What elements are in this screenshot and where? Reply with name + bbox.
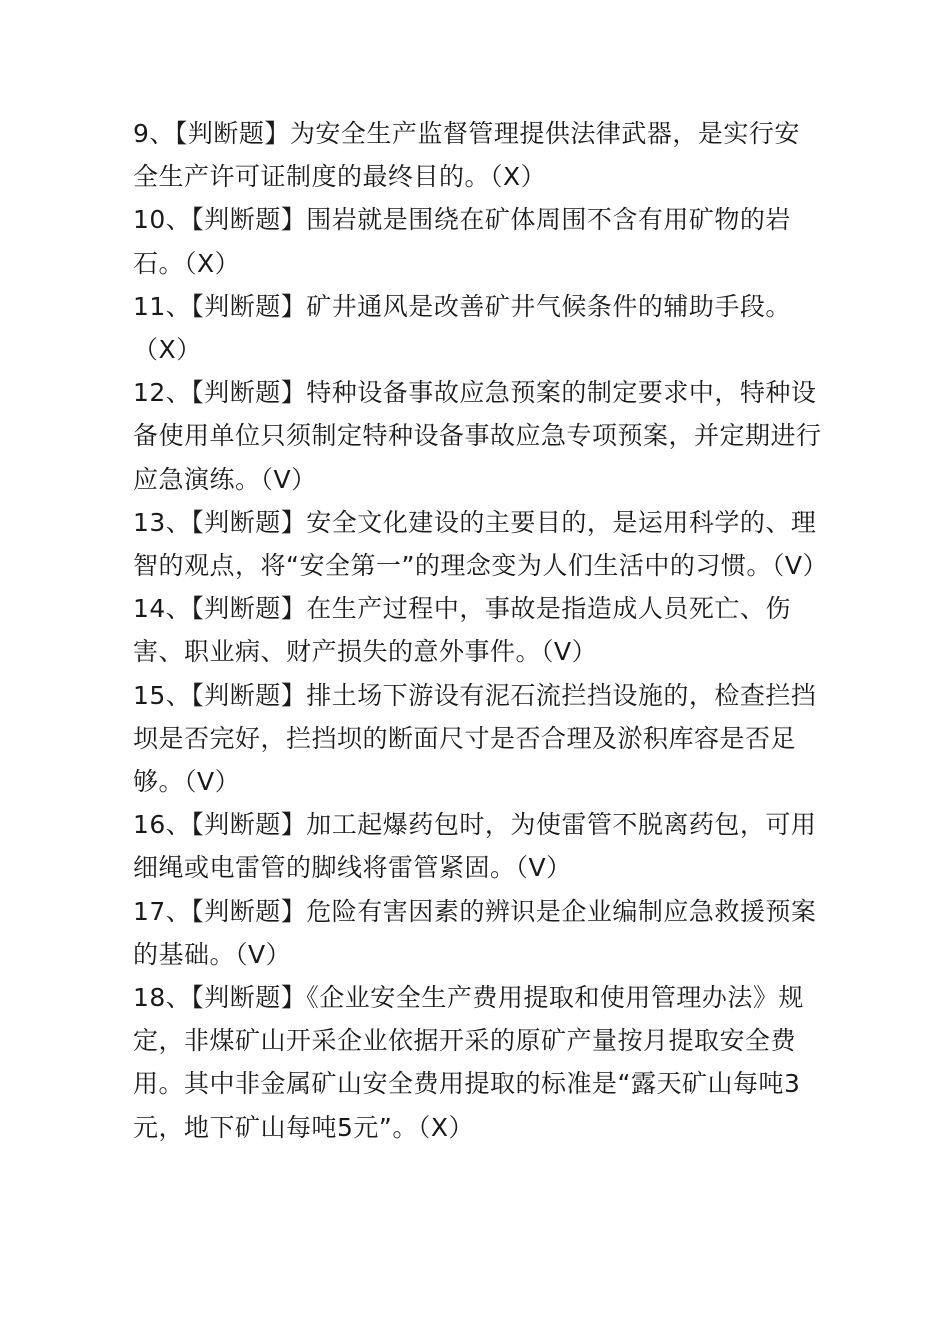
question-item-16: 16、【判断题】加工起爆药包时，为使雷管不脱离药包，可用细绳或电雷管的脚线将雷管紧固。（V） — [133, 810, 817, 883]
question-item-12: 12、【判断题】特种设备事故应急预案的制定要求中，特种设备使用单位只须制定特种设备事故应急专项预案，并定期进行应急演练。（V） — [133, 378, 822, 494]
question-item-17: 17、【判断题】危险有害因素的辨识是企业编制应急救援预案的基础。（V） — [133, 896, 817, 969]
question-item-11: 11、【判断题】矿井通风是改善矿井气候条件的辅助手段。（X） — [133, 291, 791, 365]
question-item-10: 10、【判断题】围岩就是围绕在矿体周围不含有用矿物的岩石。（X） — [133, 205, 791, 278]
question-item-18: 18、【判断题】《企业安全生产费用提取和使用管理办法》规定，非煤矿山开采企业依据开采的原矿产量按月提取安全费用。其中非金属矿山安全费用提取的标准是“露天矿山每吨3元，地下矿山每吨5元”。（X） — [133, 983, 804, 1142]
question-item-15: 15、【判断题】排土场下游设有泥石流拦挡设施的，检查拦挡坝是否完好，拦挡坝的断面尺寸是否合理及淤积库容是否足够。（V） — [133, 680, 817, 797]
question-item-9: 9、【判断题】为安全生产监督管理提供法律武器，是实行安全生产许可证制度的最终目的。（X） — [133, 119, 800, 192]
document-page — [133, 112, 829, 1149]
question-item-13: 13、【判断题】安全文化建设的主要目的，是运用科学的、理智的观点，将“安全第一”的理念变为人们生活中的习惯。（V） — [133, 507, 829, 581]
question-item-14: 14、【判断题】在生产过程中，事故是指造成人员死亡、伤害、职业病、财产损失的意外事件。（V） — [133, 594, 791, 667]
